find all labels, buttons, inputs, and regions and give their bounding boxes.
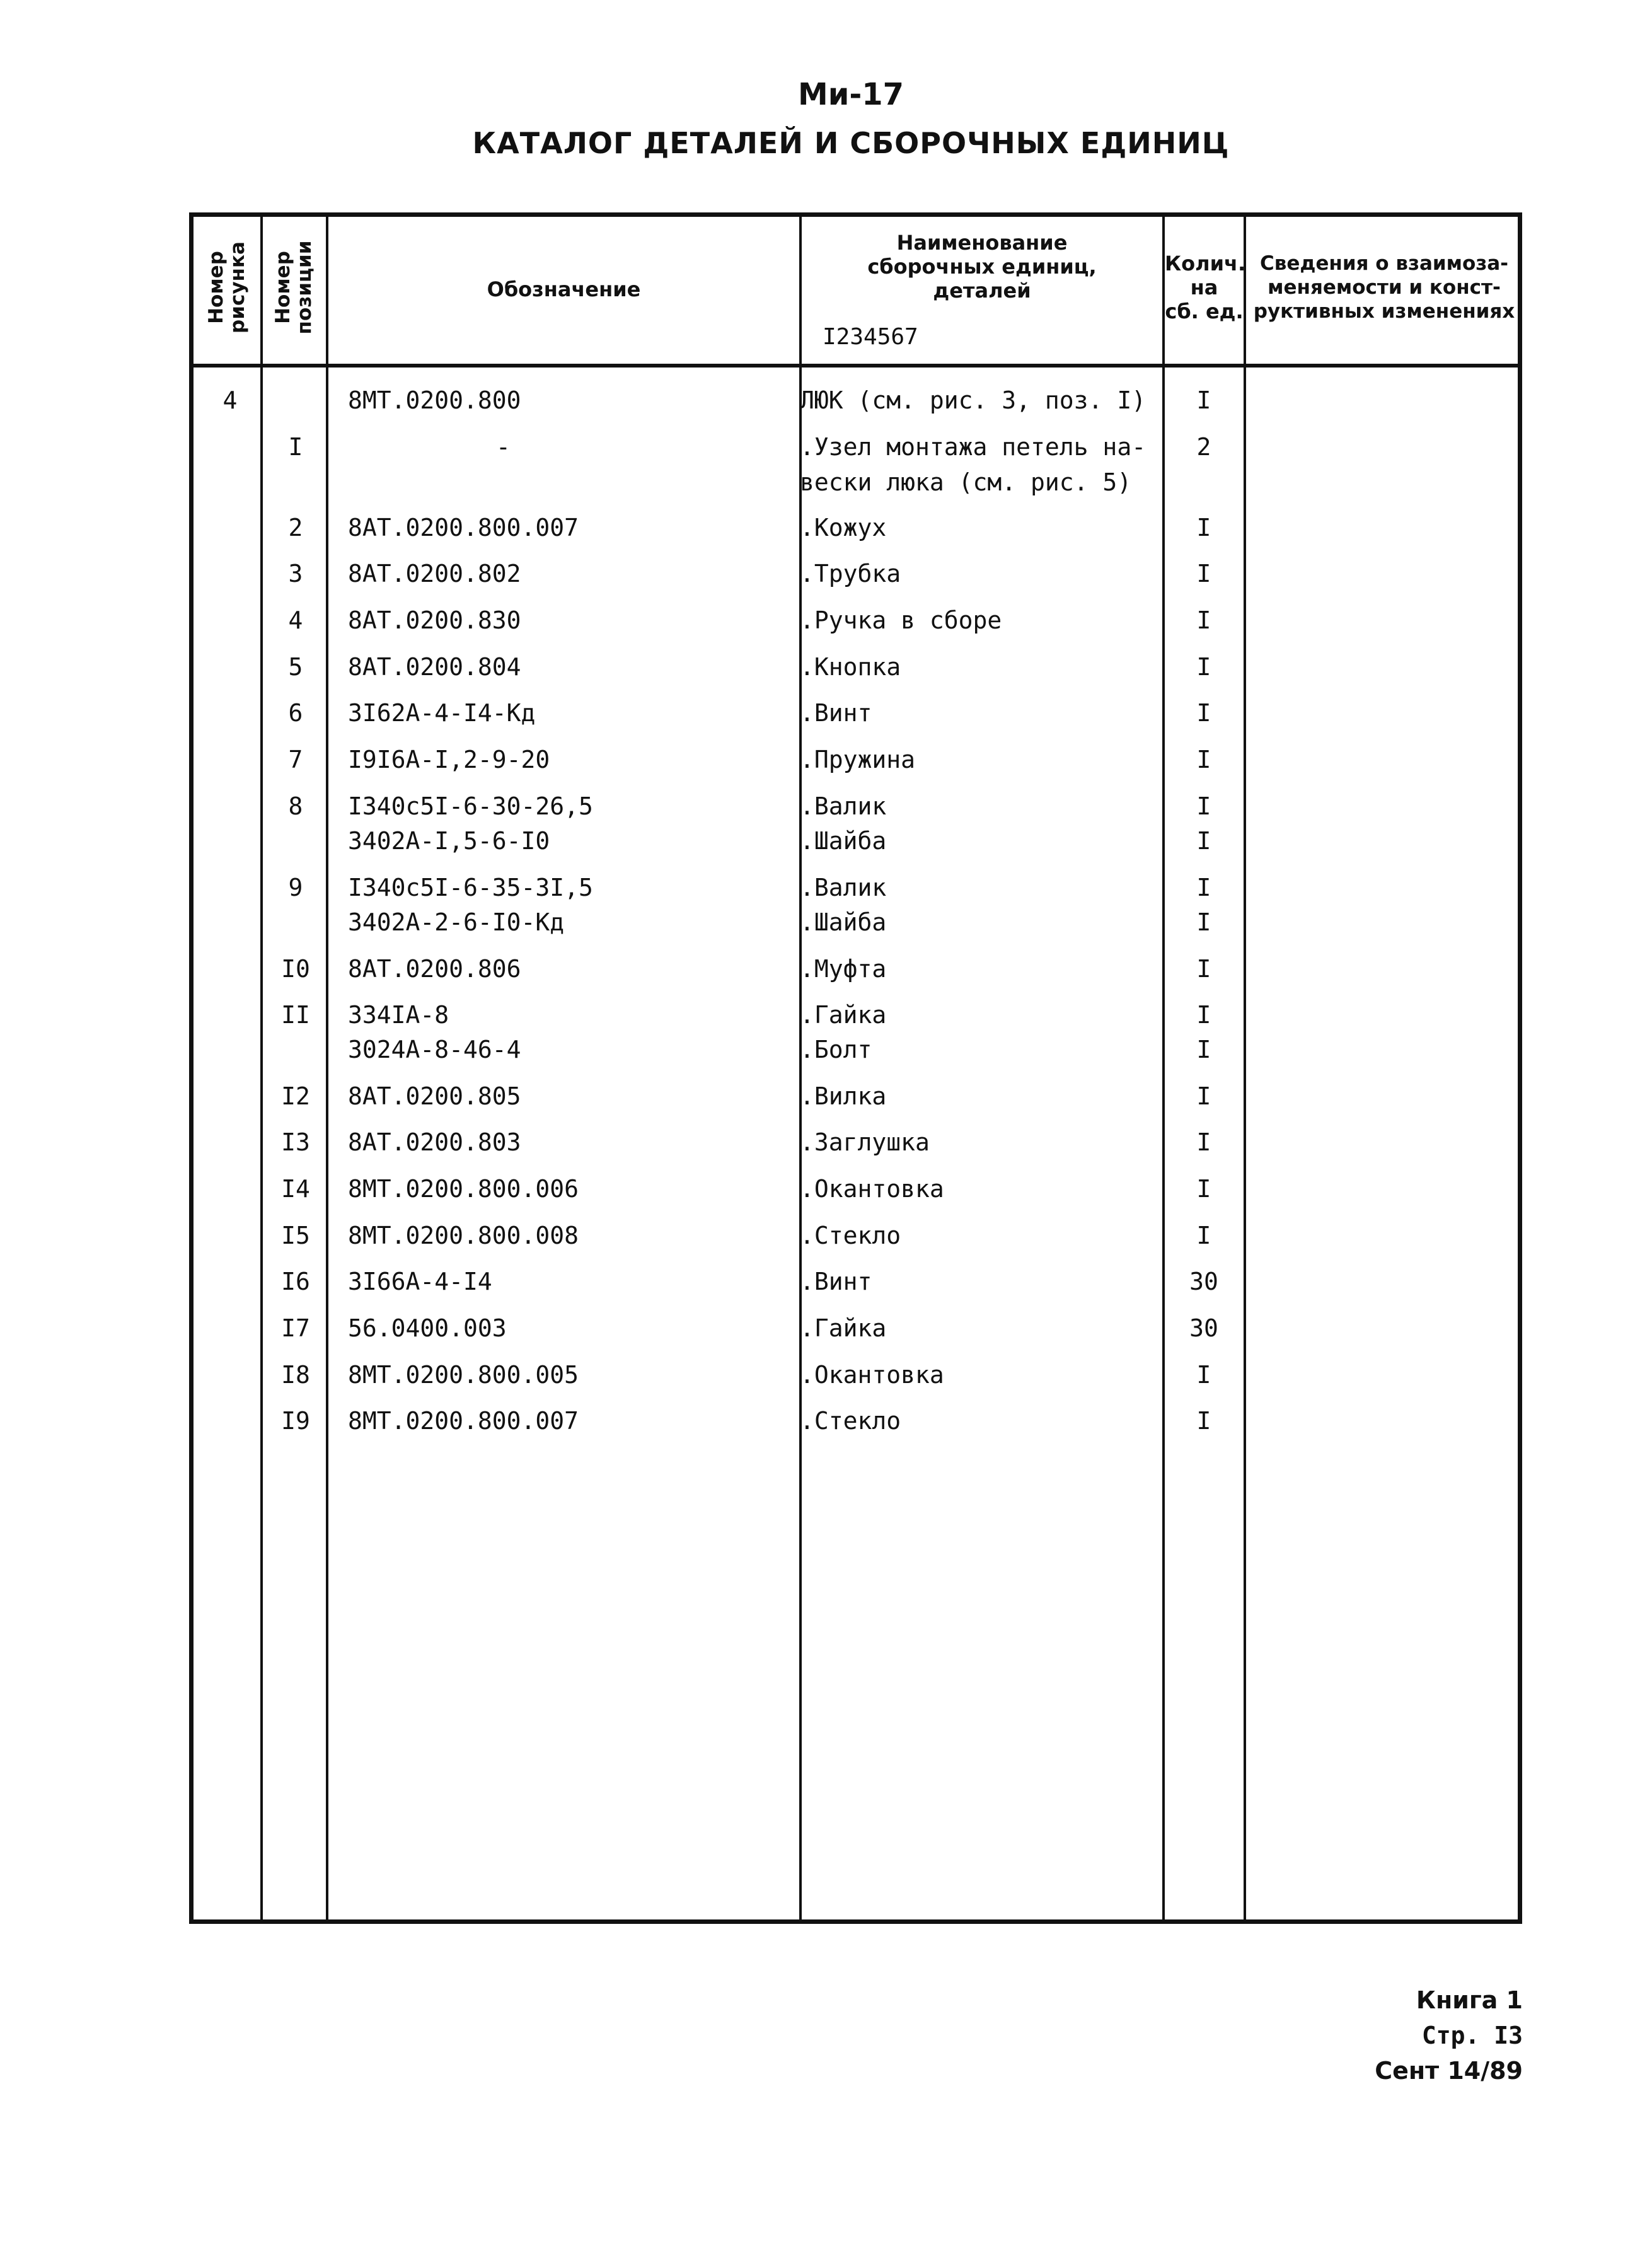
row-position-number: II: [281, 1001, 310, 1029]
row-quantity: I: [1196, 908, 1211, 936]
row-name: .Гайка: [800, 1001, 887, 1029]
row-name: .Трубка: [800, 560, 901, 588]
row-name: .Заглушка: [800, 1128, 930, 1156]
row-designation: 56.0400.003: [348, 1314, 507, 1342]
col-divider: [260, 217, 263, 1919]
row-quantity: I: [1196, 606, 1211, 634]
header-figure-number: Номер рисунка: [205, 241, 249, 333]
row-position-number: 3: [288, 560, 303, 588]
header-name-line: сборочных единиц,: [867, 255, 1097, 279]
row-quantity: 30: [1189, 1314, 1218, 1342]
header-notes: [1246, 252, 1522, 323]
row-name: .Винт: [800, 1268, 872, 1295]
header-notes-line: меняемости и конст-: [1268, 276, 1501, 299]
row-position-number: 9: [288, 874, 303, 901]
row-position-number: 6: [288, 699, 303, 727]
row-designation: 8АТ.0200.804: [348, 653, 521, 681]
row-position-number: I9: [281, 1407, 310, 1435]
row-name: .Муфта: [800, 955, 887, 983]
col-divider: [1162, 217, 1165, 1919]
row-quantity: I: [1196, 386, 1211, 414]
row-name: .Гайка: [800, 1314, 887, 1342]
header-name-digits: I234567: [823, 324, 918, 350]
footer: [1375, 1983, 1523, 2088]
row-quantity: I: [1196, 514, 1211, 541]
col-divider: [1244, 217, 1246, 1919]
row-position-number: 7: [288, 746, 303, 773]
row-designation: 8АТ.0200.830: [348, 606, 521, 634]
row-name: .Вилка: [800, 1082, 887, 1110]
header-name-line: деталей: [933, 279, 1031, 303]
row-designation: 8АТ.0200.806: [348, 955, 521, 983]
row-designation: 3I62A-4-I4-Кд: [348, 699, 536, 727]
row-name: .Винт: [800, 699, 872, 727]
row-name: .Пружина: [800, 746, 916, 773]
row-name: .Ручка в сборе: [800, 606, 1002, 634]
row-name: .Окантовка: [800, 1361, 944, 1389]
header-name: [802, 231, 1162, 303]
row-position-number: 8: [288, 792, 303, 820]
header-designation: Обозначение: [487, 277, 641, 301]
row-designation: 3402A-2-6-I0-Кд: [348, 908, 565, 936]
footer-date: Сент 14/89: [1375, 2057, 1523, 2085]
row-quantity: I: [1196, 955, 1211, 983]
header-notes-line: Сведения о взаимоза-: [1259, 252, 1509, 275]
row-name: .Стекло: [800, 1222, 901, 1249]
header-qty-line: сб. ед.: [1165, 299, 1244, 323]
row-quantity: I: [1196, 874, 1211, 901]
row-name: .Кнопка: [800, 653, 901, 681]
row-designation: I9I6A-I,2-9-20: [348, 746, 550, 773]
row-quantity: I: [1196, 792, 1211, 820]
row-position-number: I7: [281, 1314, 310, 1342]
row-designation: 334IA-8: [348, 1001, 449, 1029]
row-figure-number: 4: [222, 386, 238, 414]
row-quantity: I: [1196, 1222, 1211, 1249]
row-designation: 8АТ.0200.800.007: [348, 514, 579, 541]
catalog-title: КАТАЛОГ ДЕТАЛЕЙ И СБОРОЧНЫХ ЕДИНИЦ: [472, 126, 1230, 160]
row-position-number: I4: [281, 1175, 310, 1203]
row-name: .Шайба: [800, 827, 887, 855]
row-position-number: I0: [281, 955, 310, 983]
row-position-number: 4: [288, 606, 303, 634]
row-name: .Стекло: [800, 1407, 901, 1435]
row-quantity: I: [1196, 653, 1211, 681]
row-quantity: 30: [1189, 1268, 1218, 1295]
col-divider: [326, 217, 328, 1919]
row-name-continuation: вески люка (см. рис. 5): [800, 468, 1132, 496]
row-position-number: 2: [288, 514, 303, 541]
row-quantity: I: [1196, 1407, 1211, 1435]
header-position-number: Номер позиции: [272, 240, 316, 335]
header-notes-line: руктивных изменениях: [1253, 300, 1515, 323]
row-quantity: I: [1196, 1082, 1211, 1110]
row-position-number: I8: [281, 1361, 310, 1389]
row-quantity: 2: [1196, 433, 1211, 461]
row-designation: 8МТ.0200.800.008: [348, 1222, 579, 1249]
row-designation: 3024A-8-46-4: [348, 1036, 521, 1063]
row-position-number: I6: [281, 1268, 310, 1295]
row-quantity: I: [1196, 1036, 1211, 1063]
row-position-number: I3: [281, 1128, 310, 1156]
header-qty-line: на: [1190, 275, 1218, 299]
row-position-number: I5: [281, 1222, 310, 1249]
header-quantity: [1165, 252, 1244, 323]
row-quantity: I: [1196, 827, 1211, 855]
row-designation: 8МТ.0200.800: [348, 386, 521, 414]
row-position-number: I: [288, 433, 303, 461]
row-position-number: 5: [288, 653, 303, 681]
header-qty-line: Колич.: [1165, 252, 1246, 275]
row-designation: -: [496, 433, 511, 461]
row-name: .Валик: [800, 874, 887, 901]
row-designation: I340c5I-6-30-26,5: [348, 792, 593, 820]
footer-book: Книга 1: [1416, 1986, 1523, 2014]
row-quantity: I: [1196, 699, 1211, 727]
row-name: ЛЮК (см. рис. 3, поз. I): [800, 386, 1147, 414]
row-name: .Болт: [800, 1036, 872, 1063]
row-designation: 8МТ.0200.800.006: [348, 1175, 579, 1203]
model-title: Ми-17: [797, 77, 904, 112]
row-quantity: I: [1196, 1001, 1211, 1029]
row-designation: 3I66A-4-I4: [348, 1268, 492, 1295]
row-name: .Кожух: [800, 514, 887, 541]
row-name: .Валик: [800, 792, 887, 820]
row-designation: 8АТ.0200.805: [348, 1082, 521, 1110]
row-quantity: I: [1196, 1128, 1211, 1156]
row-designation: 8МТ.0200.800.007: [348, 1407, 579, 1435]
row-designation: 8АТ.0200.802: [348, 560, 521, 588]
row-name: .Шайба: [800, 908, 887, 936]
footer-page: Стр. I3: [1421, 2022, 1523, 2049]
row-designation: 8АТ.0200.803: [348, 1128, 521, 1156]
row-name: .Окантовка: [800, 1175, 944, 1203]
parts-table: [189, 212, 1522, 1924]
row-quantity: I: [1196, 1175, 1211, 1203]
header-name-line: Наименование: [896, 231, 1068, 255]
row-position-number: I2: [281, 1082, 310, 1110]
header-divider: [194, 364, 1518, 368]
row-quantity: I: [1196, 1361, 1211, 1389]
row-designation: I340c5I-6-35-3I,5: [348, 874, 593, 901]
row-designation: 3402A-I,5-6-I0: [348, 827, 550, 855]
row-quantity: I: [1196, 560, 1211, 588]
row-quantity: I: [1196, 746, 1211, 773]
row-designation: 8МТ.0200.800.005: [348, 1361, 579, 1389]
row-name: .Узел монтажа петель на-: [800, 433, 1147, 461]
